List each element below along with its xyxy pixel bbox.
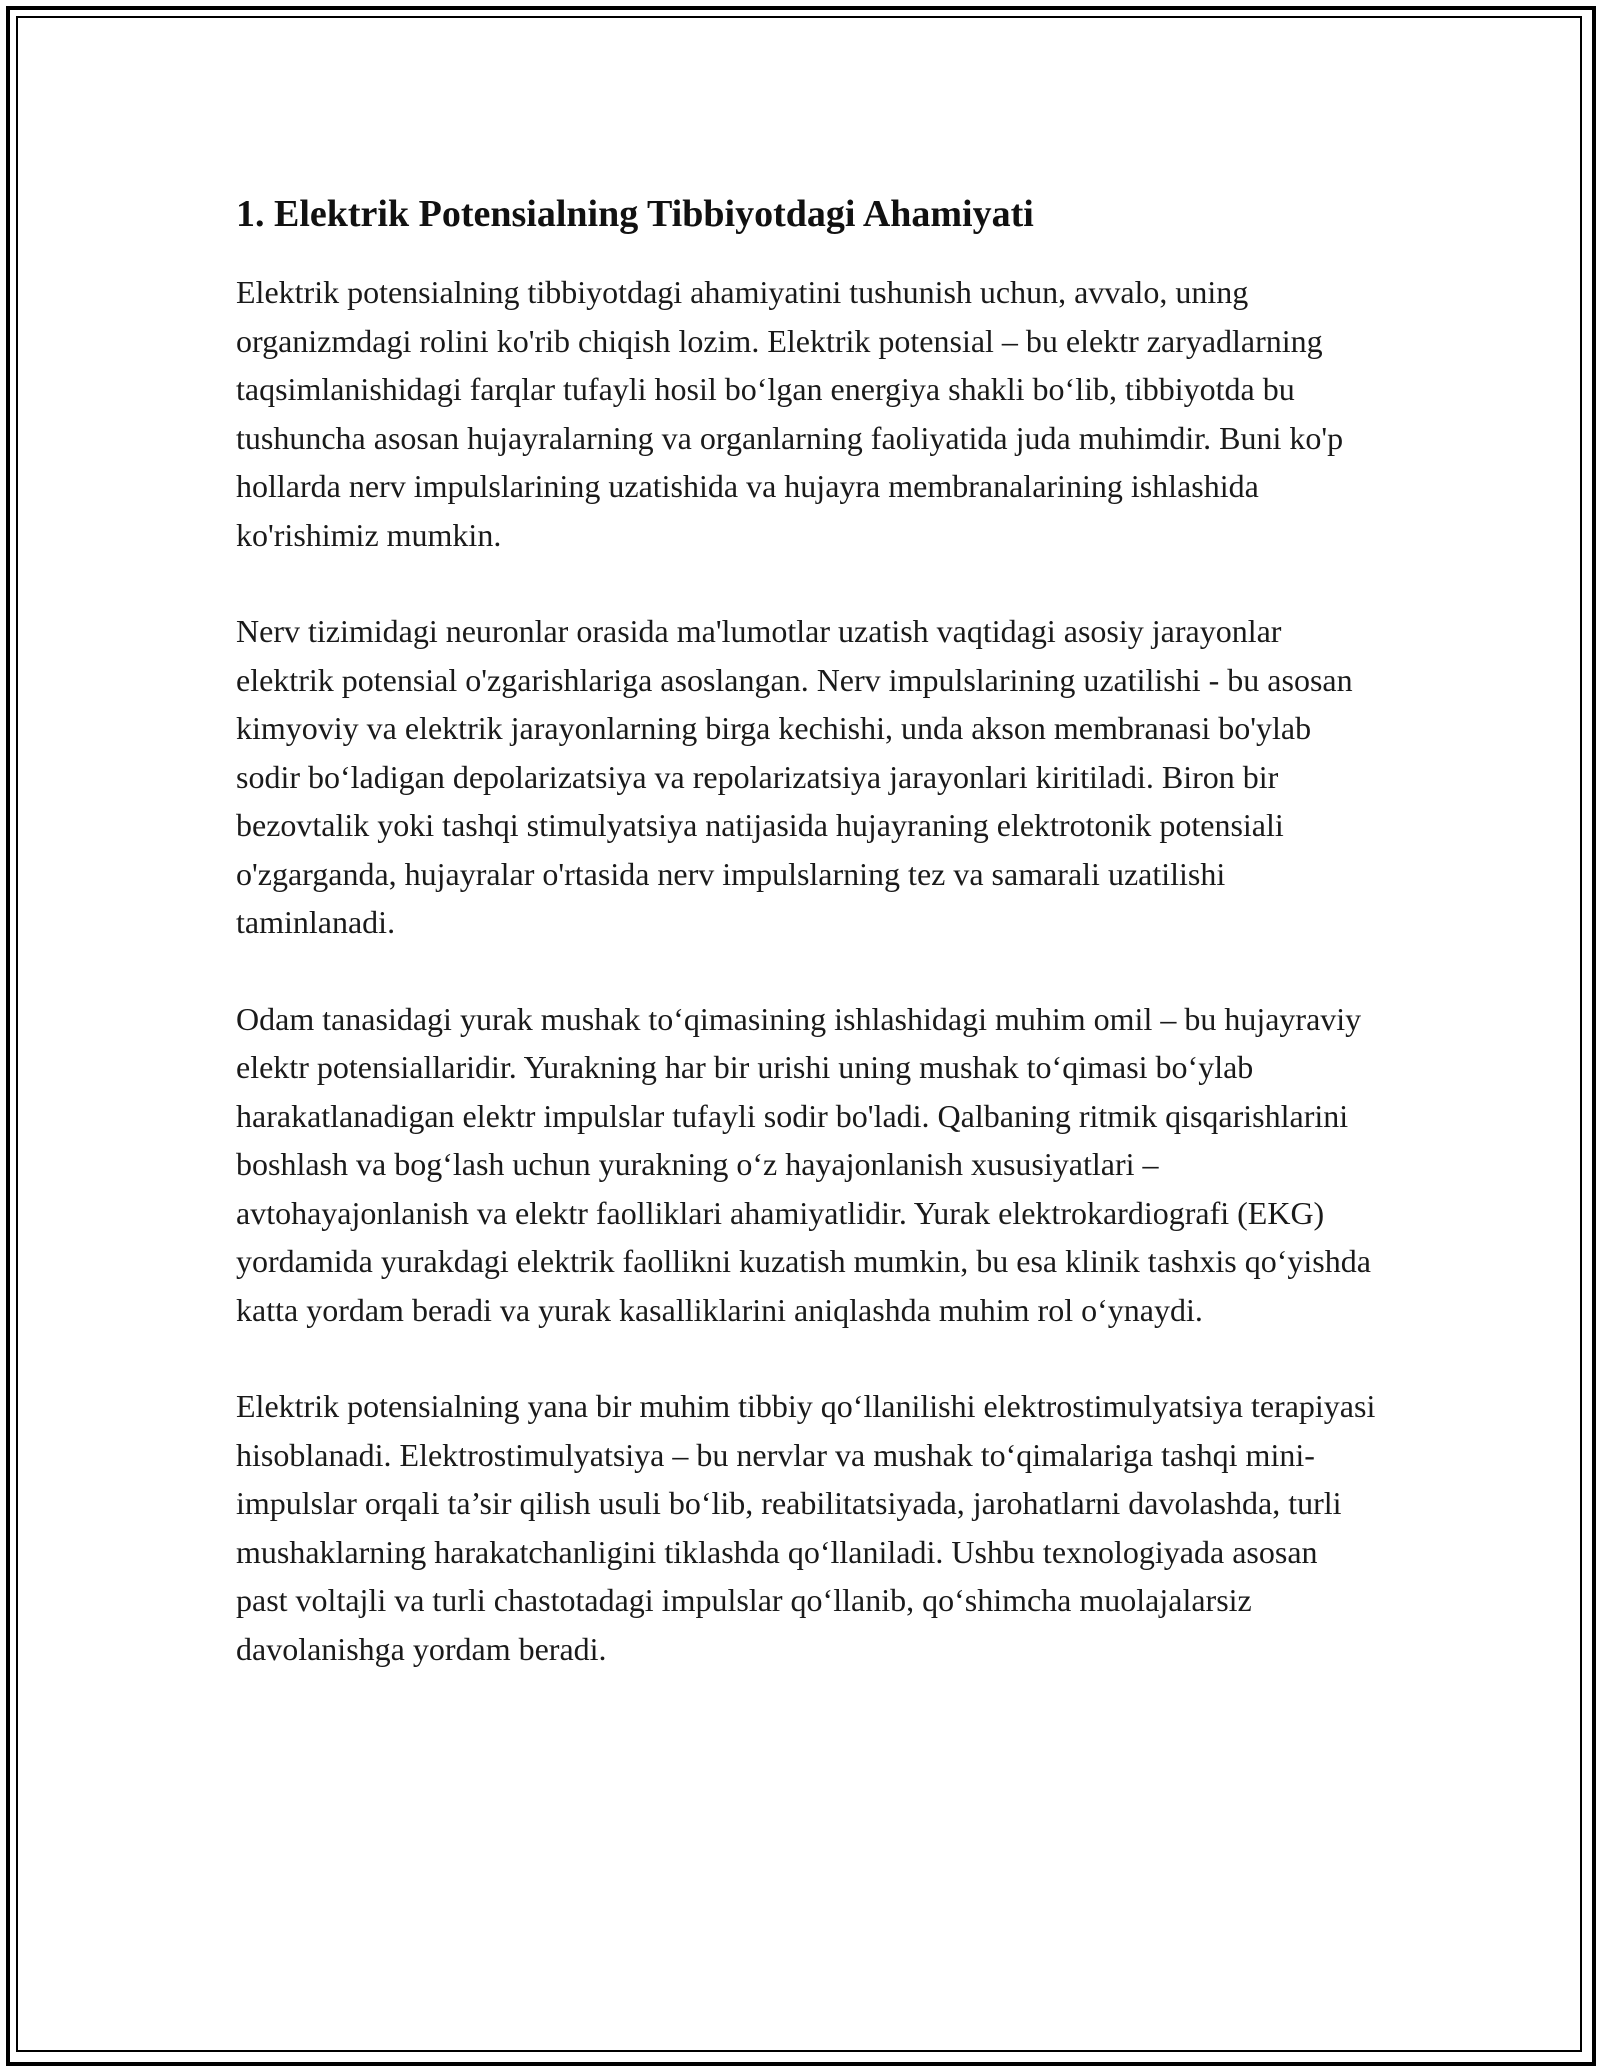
paragraph-4: Elektrik potensialning yana bir muhim tibbiy qo‘llanilishi elektrostimulyatsiya terapiyasi hisoblanadi. Elektrostimulyatsiya – bu nervlar va mushak to‘qimalariga tashqi mini-impulslar orqali ta’sir qilish usuli bo‘lib, reabilitatsiyada, jarohatlarni davolashda, turli mushaklarning harakatchanligini tiklashda qo‘llaniladi. Ushbu texnologiyada asosan past voltajli va turli chastotadagi impulslar qo‘llanib, qo‘shimcha muolajalarsiz davolanishga yordam beradi.: [236, 1388, 1376, 1667]
paragraph-1: Elektrik potensialning tibbiyotdagi ahamiyatini tushunish uchun, avvalo, uning organizmdagi rolini ko'rib chiqish lozim. Elektrik potensial – bu elektr zaryadlarning taqsimlanishidagi farqlar tufayli hosil bo‘lgan energiya shakli bo‘lib, tibbiyotda bu tushuncha asosan hujayralarning va organlarning faoliyatida juda muhimdir. Buni ko'p hollarda nerv impulslarining uzatishida va hujayra membranalarining ishlashida ko'rishimiz mumkin.: [236, 274, 1344, 553]
paragraph-2: Nerv tizimidagi neuronlar orasida ma'lumotlar uzatish vaqtidagi asosiy jarayonlar elektrik potensial o'zgarishlariga asoslangan. Nerv impulslarining uzatilishi - bu asosan kimyoviy va elektrik jarayonlarning birga kechishi, unda akson membranasi bo'ylab sodir bo‘ladigan depolarizatsiya va repolarizatsiya jarayonlari kiritiladi. Biron bir bezovtalik yoki tashqi stimulyatsiya natijasida hujayraning elektrotonik potensiali o'zgarganda, hujayralar o'rtasida nerv impulslarning tez va samarali uzatilishi taminlanadi.: [236, 613, 1353, 940]
document-body: [236, 188, 1376, 1721]
section-heading: 1. Elektrik Potensialning Tibbiyotdagi Ahamiyati: [236, 193, 1034, 235]
paragraph-3: Odam tanasidagi yurak mushak to‘qimasining ishlashidagi muhim omil – bu hujayraviy elektr potensiallaridir. Yurakning har bir urishi uning mushak to‘qimasi bo‘ylab harakatlanadigan elektr impulslar tufayli sodir bo'ladi. Qalbaning ritmik qisqarishlarini boshlash va bog‘lash uchun yurakning o‘z hayajonlanish xususiyatlari – avtohayajonlanish va elektr faolliklari ahamiyatlidir. Yurak elektrokardiografi (EKG) yordamida yurakdagi elektrik faollikni kuzatish mumkin, bu esa klinik tashxis qo‘yishda katta yordam beradi va yurak kasalliklarini aniqlashda muhim rol o‘ynaydi.: [236, 1000, 1371, 1328]
